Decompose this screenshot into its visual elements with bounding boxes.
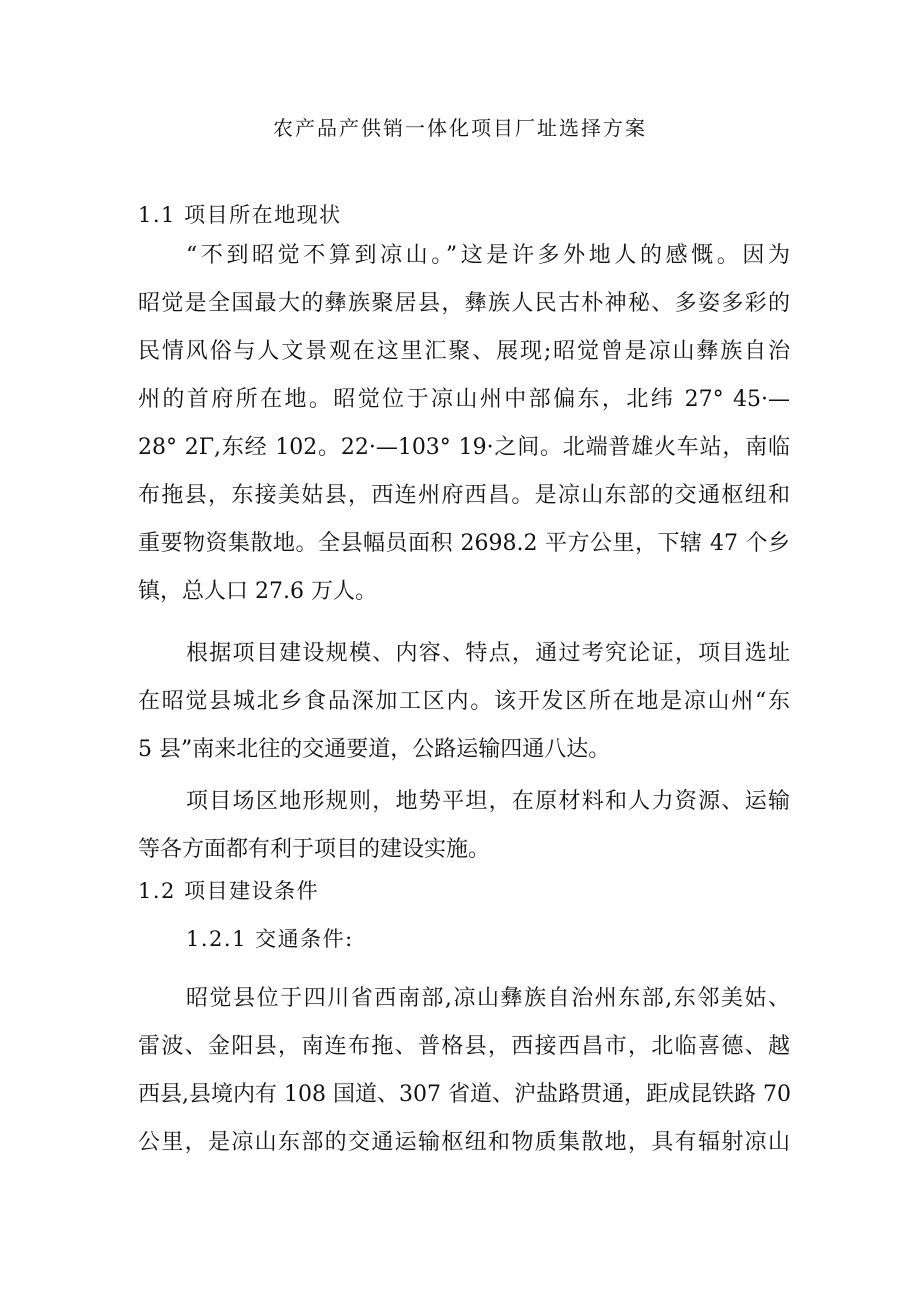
paragraph-line: 公里，是凉山东部的交通运输枢纽和物质集散地，具有辐射凉山 [138, 1130, 790, 1155]
paragraph-line: 镇，总人口 27.6 万人。 [138, 579, 377, 604]
paragraph-line: 28° 2Γ,东经 102。22·—103° 19·之间。北端普雄火车站，南临 [138, 435, 790, 460]
paragraph-line: 州的首府所在地。昭觉位于凉山州中部偏东，北纬 27° 45·— [138, 387, 790, 412]
paragraph-traffic-conditions [138, 975, 790, 1167]
paragraph-line: 5 县”南来北往的交通要道，公路运输四通八达。 [138, 737, 611, 762]
paragraph-line: 在昭觉县城北乡食品深加工区内。该开发区所在地是凉山州“东 [138, 689, 790, 714]
paragraph-line: 西县,县境内有 108 国道、307 省道、沪盐路贯通，距成昆铁路 70 [138, 1082, 791, 1107]
paragraph-line: 根据项目建设规模、内容、特点，通过考究论证，项目选址 [186, 641, 790, 666]
paragraph-line: 布拖县，东接美姑县，西连州府西昌。是凉山东部的交通枢纽和 [138, 483, 790, 508]
paragraph-line: 雷波、金阳县，南连布拖、普格县，西接西昌市，北临喜德、越 [138, 1034, 790, 1059]
section-heading-1-1: 1.1 项目所在地现状 [138, 203, 342, 227]
section-heading-1-2: 1.2 项目建设条件 [138, 879, 320, 903]
paragraph-line: 民情风俗与人文景观在这里汇聚、展现;昭觉曾是凉山彝族自治 [138, 339, 790, 364]
subsection-heading-1-2-1: 1.2.1 交通条件: [186, 927, 354, 951]
paragraph-line: “不到昭觉不算到凉山。”这是许多外地人的感慨。因为 [186, 243, 790, 268]
paragraph-site-terrain [138, 778, 790, 874]
paragraph-line: 项目场区地形规则，地势平坦，在原材料和人力资源、运输 [186, 789, 790, 814]
paragraph-line: 等各方面都有利于项目的建设实施。 [138, 837, 491, 862]
paragraph-line: 昭觉县位于四川省西南部,凉山彝族自治州东部,东邻美姑、 [186, 986, 790, 1011]
paragraph-site-selection [138, 630, 790, 774]
document-title: 农产品产供销一体化项目厂址选择方案 [273, 116, 647, 140]
paragraph-line: 昭觉是全国最大的彝族聚居县，彝族人民古朴神秘、多姿多彩的 [138, 291, 790, 316]
paragraph-line: 重要物资集散地。全县幅员面积 2698.2 平方公里，下辖 47 个乡 [138, 531, 790, 556]
paragraph-location-status [138, 232, 790, 616]
